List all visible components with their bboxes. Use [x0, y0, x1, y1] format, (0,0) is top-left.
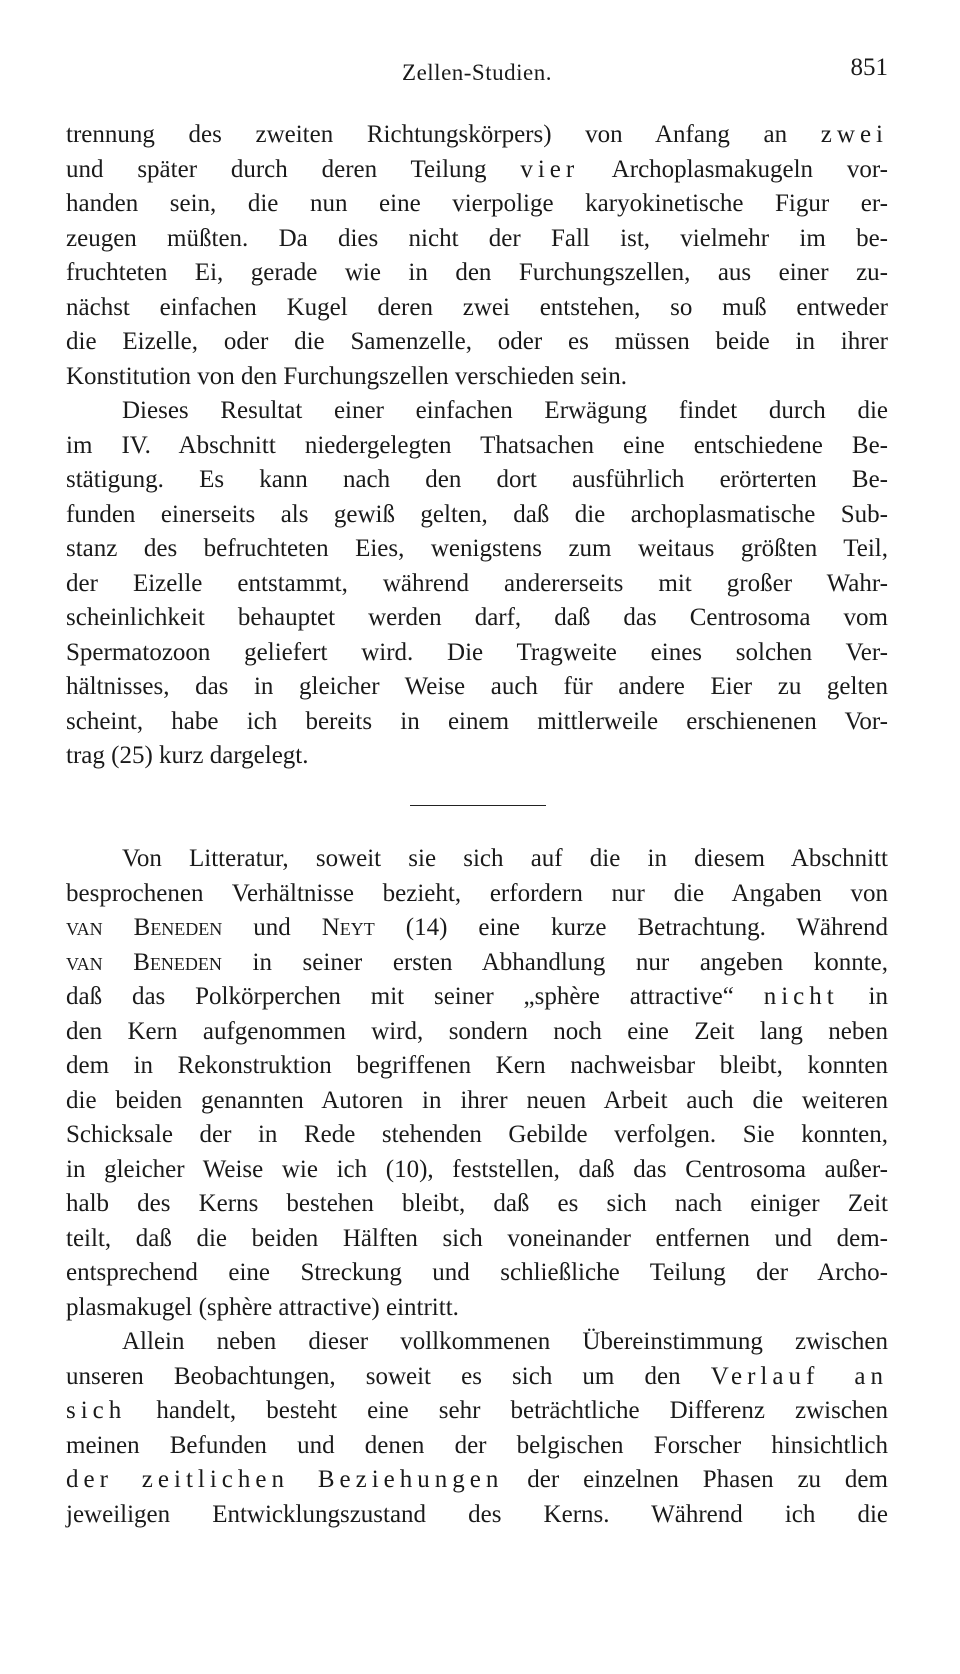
paragraph-block-upper: [66, 118, 888, 774]
text-line: stanz des befruchteten Eies, wenigstens zum weitaus größten Teil,: [66, 535, 888, 562]
emphasized-text: vier: [520, 155, 580, 183]
emphasized-text: der zeitlichen Beziehungen: [66, 1466, 504, 1493]
text-line: in gleicher Weise wie ich (10), feststellen, daß das Centrosoma außer-: [66, 1155, 888, 1183]
text-line: teilt, daß die beiden Hälften sich voneinander entfernen und dem-: [66, 1224, 888, 1252]
text-line: Schicksale der in Rede stehenden Gebilde verfolgen. Sie konnten,: [66, 1121, 888, 1148]
text-line: sich handelt, besteht eine sehr beträchtliche Differenz zwischen: [66, 1397, 888, 1424]
text-line: den Kern aufgenommen wird, sondern noch eine Zeit lang neben: [66, 1017, 888, 1045]
author-name: van Beneden: [66, 914, 223, 941]
text-line: fruchteten Ei, gerade wie in den Furchungszellen, aus einer zu-: [66, 259, 888, 286]
text-line: daß das Polkörperchen mit seiner „sphère attractive“ nicht in: [66, 983, 888, 1010]
text-line: Von Litteratur, soweit sie sich auf die in diesem Abschnitt: [122, 845, 888, 872]
text-line: scheint, habe ich bereits in einem mittlerweile erschienenen Vor-: [66, 707, 888, 735]
emphasized-text: nicht: [763, 983, 839, 1010]
text-line: funden einerseits als gewiß gelten, daß die archoplasmatische Sub-: [66, 500, 888, 528]
text-line: trag (25) kurz dargelegt.: [66, 742, 309, 769]
text-line: handen sein, die nun eine vierpolige karyokinetische Figur er-: [66, 190, 888, 217]
text-line: Dieses Resultat einer einfachen Erwägung findet durch die: [122, 397, 888, 424]
text-line: die beiden genannten Autoren in ihrer neuen Arbeit auch die weiteren: [66, 1086, 888, 1114]
text-line: die Eizelle, oder die Samenzelle, oder es müssen beide in ihrer: [66, 328, 888, 355]
text-line: trennung des zweiten Richtungskörpers) von Anfang an zwei: [66, 121, 888, 148]
text-line: plasmakugel (sphère attractive) eintritt.: [66, 1293, 459, 1321]
emphasized-text: sich: [66, 1397, 127, 1424]
emphasized-text: Verlauf an: [710, 1362, 888, 1390]
text-line: van Beneden und Neyt (14) eine kurze Betrachtung. Während: [66, 914, 888, 941]
paragraph-block-lower: [66, 842, 888, 1532]
text-line: Spermatozoon geliefert wird. Die Tragweite eines solchen Ver-: [66, 638, 888, 666]
text-line: zeugen müßten. Da dies nicht der Fall ist, vielmehr im be-: [66, 224, 888, 252]
text-line: der zeitlichen Beziehungen der einzelnen Phasen zu dem: [66, 1466, 888, 1493]
author-name: Neyt: [321, 914, 375, 941]
text-line: nächst einfachen Kugel deren zwei entstehen, so muß entweder: [66, 293, 888, 321]
text-line: besprochenen Verhältnisse bezieht, erfordern nur die Angaben von: [66, 879, 888, 907]
text-line: Konstitution von den Furchungszellen verschieden sein.: [66, 362, 627, 390]
text-line: van Beneden in seiner ersten Abhandlung nur angeben konnte,: [66, 948, 888, 976]
text-line: entsprechend eine Streckung und schließliche Teilung der Archo-: [66, 1259, 888, 1286]
text-line: scheinlichkeit behauptet werden darf, daß das Centrosoma vom: [66, 604, 888, 631]
text-line: stätigung. Es kann nach den dort ausführlich erörterten Be-: [66, 466, 888, 493]
section-divider: [410, 805, 546, 806]
text-line: unseren Beobachtungen, soweit es sich um den Verlauf an: [66, 1362, 888, 1390]
text-line: im IV. Abschnitt niedergelegten Thatsachen eine entschiedene Be-: [66, 431, 888, 459]
text-line: halb des Kerns bestehen bleibt, daß es sich nach einiger Zeit: [66, 1190, 888, 1217]
page-header: [66, 54, 888, 90]
text-line: der Eizelle entstammt, während andererseits mit großer Wahr-: [66, 569, 888, 597]
author-name: van Beneden: [66, 948, 222, 976]
text-line: Allein neben dieser vollkommenen Übereinstimmung zwischen: [122, 1328, 888, 1355]
text-line: jeweiligen Entwicklungszustand des Kerns. Während ich die: [66, 1500, 888, 1528]
text-line: dem in Rekonstruktion begriffenen Kern nachweisbar bleibt, konnten: [66, 1052, 888, 1079]
text-line: meinen Befunden und denen der belgischen Forscher hinsichtlich: [66, 1431, 888, 1459]
emphasized-text: zwei: [820, 121, 888, 148]
text-line: und später durch deren Teilung vier Archoplasmakugeln vor-: [66, 155, 888, 183]
page-number: 851: [850, 54, 888, 81]
text-line: hältnisses, das in gleicher Weise auch für andere Eier zu gelten: [66, 673, 888, 700]
running-title: Zellen-Studien.: [402, 60, 552, 85]
